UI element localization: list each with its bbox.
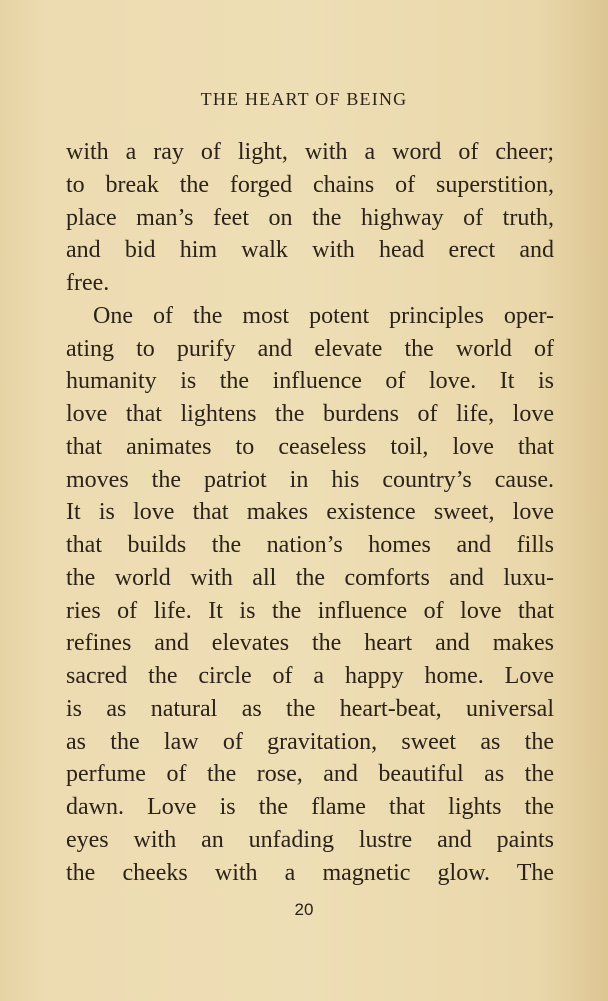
- text-line: eyes with an unfading lustre and paints: [66, 826, 554, 853]
- text-line: ries of life. It is the influence of love that: [66, 597, 554, 624]
- text-line: as the law of gravitation, sweet as the: [66, 728, 554, 755]
- text-line: that animates to ceaseless toil, love that: [66, 433, 554, 460]
- text-line: sacred the circle of a happy home. Love: [66, 663, 554, 689]
- text-line: dawn. Love is the flame that lights the: [66, 794, 554, 820]
- paragraph-1: [66, 136, 554, 300]
- text-line: the world with all the comforts and luxu-: [66, 564, 554, 591]
- text-line: with a ray of light, with a word of cheer;: [66, 139, 554, 165]
- text-line: is as natural as the heart-beat, universal: [66, 695, 554, 722]
- text-line: place man’s feet on the highway of truth,: [66, 204, 554, 231]
- body-text: [66, 136, 554, 889]
- text-line: ating to purify and elevate the world of: [66, 335, 554, 362]
- text-line: refines and elevates the heart and makes: [66, 630, 554, 657]
- running-head: THE HEART OF BEING: [200, 89, 408, 109]
- text-line: love that lightens the burdens of life, love: [66, 401, 554, 427]
- text-line: to break the forged chains of superstition,: [66, 171, 554, 198]
- text-line: that builds the nation’s homes and fills: [66, 532, 554, 558]
- text-line: One of the most potent principles oper-: [93, 302, 554, 329]
- text-line: It is love that makes existence sweet, love: [66, 499, 554, 526]
- text-line: the cheeks with a magnetic glow. The: [66, 859, 554, 886]
- text-line: moves the patriot in his country’s cause.: [66, 466, 554, 493]
- text-line: humanity is the influence of love. It is: [66, 368, 554, 395]
- text-line: free.: [66, 270, 110, 296]
- text-line: and bid him walk with head erect and: [66, 237, 554, 264]
- page-number: 20: [294, 900, 314, 919]
- text-line: perfume of the rose, and beautiful as the: [66, 761, 554, 788]
- paragraph-2: [66, 300, 554, 890]
